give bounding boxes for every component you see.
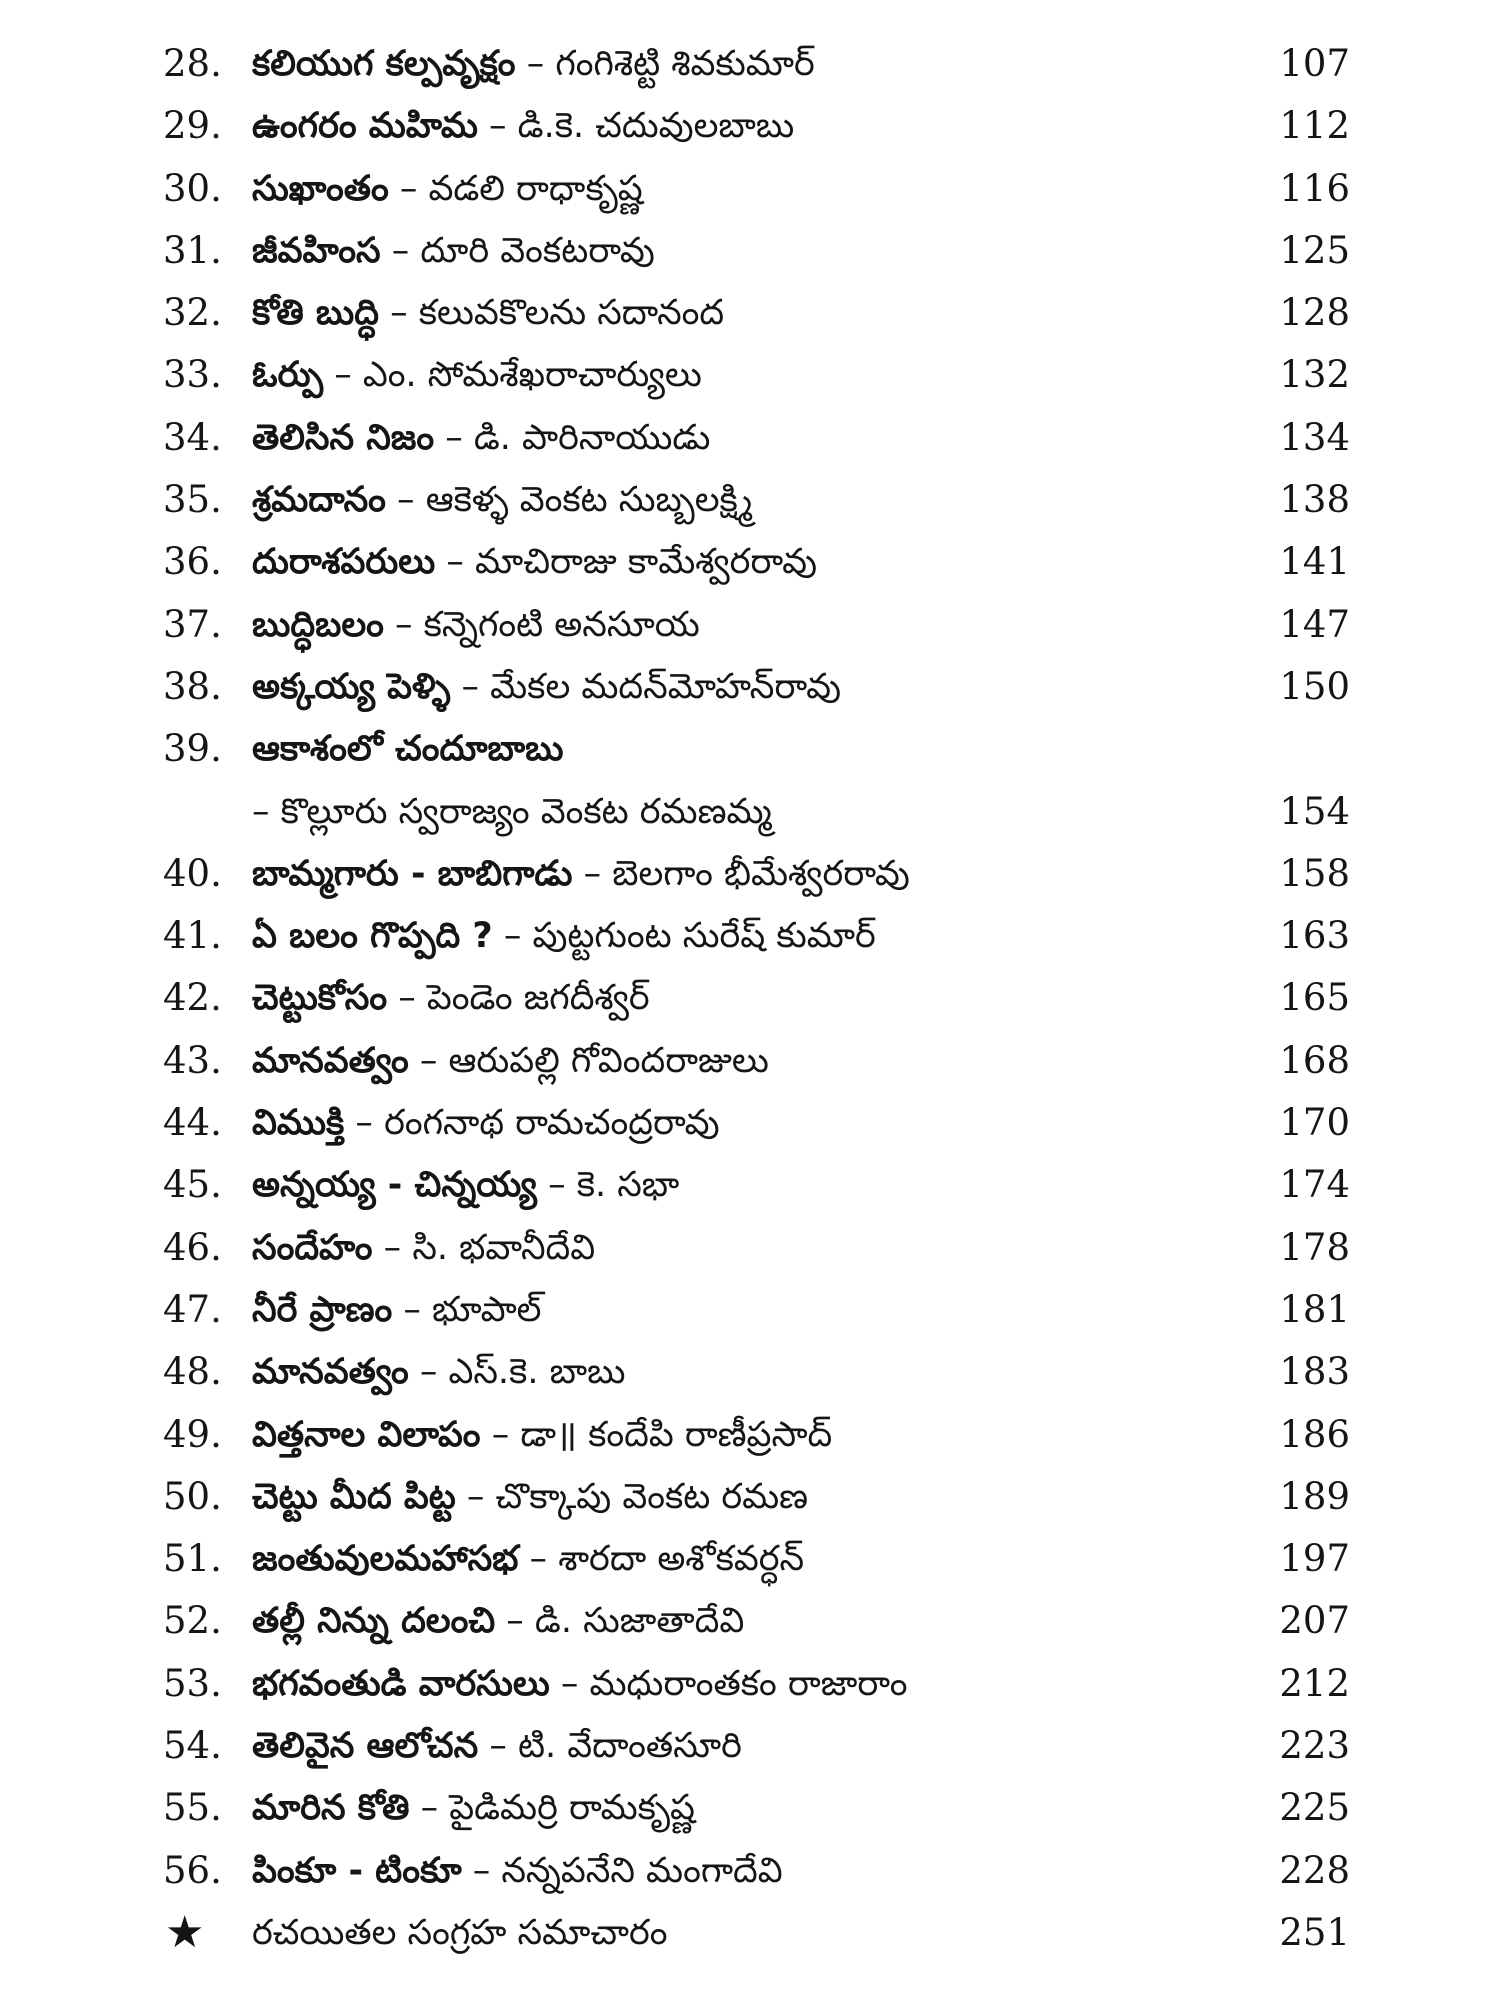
separator: – [408,1352,449,1393]
page-number: 225 [1279,1786,1350,1830]
toc-entry [0,469,1500,531]
entry-number: 32. [163,291,222,335]
entry-number: 41. [163,914,222,958]
separator: – [455,1476,496,1517]
entry-text [252,967,1252,1029]
entry-title: సందేహం [252,1227,373,1268]
page-number: 186 [1279,1412,1350,1456]
separator: – [383,604,424,645]
entry-author: డి. సుజాతాదేవి [534,1601,745,1642]
entry-author: మధురాంతకం రాజారాం [589,1663,908,1704]
page-number: 183 [1279,1350,1350,1394]
entry-text [252,1217,1252,1279]
entry-title: ఆకాశంలో చందూబాబు [252,729,564,770]
toc-entry [0,594,1500,656]
page-number: 178 [1279,1225,1350,1269]
entry-number: 33. [163,353,222,397]
page-number: 212 [1279,1661,1350,1705]
page-number: 147 [1279,602,1350,646]
toc-entry [0,1217,1500,1279]
separator: – [461,1850,502,1891]
toc-entry [0,220,1500,282]
entry-text [252,158,1252,220]
separator: – [385,480,426,521]
toc-entry [0,95,1500,157]
page-number: 107 [1279,42,1350,85]
entry-title: బామ్మగారు - బాబిగాడు [252,853,573,894]
entry-title: ఏ బలం గొప్పది ? [252,916,493,957]
toc-entry [0,718,1500,780]
entry-number: 37. [163,602,222,646]
toc-entry [0,1840,1500,1902]
page-number: 154 [1279,789,1350,833]
entry-text [252,1653,1252,1715]
separator: – [480,1414,521,1455]
entry-title: సుఖాంతం [252,168,389,209]
page-number: 134 [1279,415,1350,459]
entry-text [252,843,1252,905]
separator: – [372,1227,413,1268]
entry-title: జంతువులమహాసభ [252,1539,519,1580]
page-number: 158 [1279,851,1350,895]
entry-author: డి. పారినాయుడు [473,417,711,458]
separator: – [515,44,556,84]
entry-text [252,407,1252,469]
toc-entry [0,158,1500,220]
page-number: 207 [1279,1599,1350,1643]
entry-text [252,33,1252,95]
separator: – [380,230,421,271]
entry-title: అన్నయ్య - చిన్నయ్య [252,1165,537,1206]
entry-author: దూరి వెంకటరావు [420,230,655,271]
entry-title: చెట్టు మీద పిట్ట [252,1476,456,1517]
page-number: 112 [1279,104,1350,148]
entry-author: కలువకొలను సదానంద [418,293,725,334]
separator: – [478,1726,518,1767]
separator: – [518,1539,559,1580]
toc-entry [0,781,1500,843]
entry-author: కన్నెగంటి అనసూయ [423,604,700,645]
toc-entry [0,967,1500,1029]
entry-text [252,1840,1252,1902]
toc-entry [0,344,1500,406]
entry-title: ఓర్పు [252,355,324,396]
page-number: 170 [1279,1101,1350,1145]
entry-text [252,1590,1252,1652]
separator: – [477,106,518,147]
entry-title: తల్లీ నిన్ను దలంచి [252,1601,496,1642]
separator: – [435,542,475,583]
star-icon: ★ [165,1906,205,1958]
toc-entry [0,1341,1500,1403]
entry-number: 50. [163,1474,222,1518]
entry-text [252,905,1252,967]
entry-number: 52. [163,1599,222,1643]
entry-title: చెట్టుకోసం [252,978,388,1019]
entry-author: ఎం. సోమశేఖరాచార్యులు [362,355,702,396]
entry-number: 43. [163,1038,222,1082]
page-number: 165 [1279,976,1350,1020]
entry-author: డా॥ కందేపి రాణీప్రసాద్ [520,1414,833,1455]
separator: – [392,1289,433,1330]
toc-entry [0,1590,1500,1652]
entry-title: నీరే ప్రాణం [252,1289,393,1330]
separator: – [387,978,427,1019]
page-number: 132 [1279,353,1350,397]
entry-title: విత్తనాల విలాపం [252,1414,481,1455]
entry-text [252,531,1252,593]
page-number: 174 [1279,1163,1350,1207]
entry-author: శారదా అశోకవర్ధన్ [558,1539,805,1580]
entry-author: టి. వేదాంతసూరి [517,1726,742,1767]
entry-number: 51. [163,1537,222,1581]
entry-text [252,1404,1252,1466]
entry-number: 56. [163,1848,222,1892]
toc-entry [0,656,1500,718]
entry-author: మేకల మదన్‌మోహన్‌రావు [490,666,841,707]
entry-text [252,1092,1252,1154]
toc-entry [0,282,1500,344]
entry-title: కోతి బుద్ధి [252,293,379,334]
entry-author: ఆకెళ్ళ వెంకట సుబ్బలక్ష్మి [425,480,753,521]
entry-text [252,1466,1252,1528]
toc-entry [0,1777,1500,1839]
entry-number: 28. [163,42,222,85]
toc-entry [0,33,1500,95]
entry-author: కె. సభా [576,1165,680,1206]
entry-text [252,781,1252,843]
entry-number: 46. [163,1225,222,1269]
page-number: 197 [1279,1537,1350,1581]
entry-number: 44. [163,1101,222,1145]
entry-author: గంగిశెట్టి శివకుమార్ [555,44,815,84]
entry-number: 40. [163,851,222,895]
separator: – [344,1103,385,1144]
toc-entry [0,1092,1500,1154]
entry-number: 31. [163,228,222,272]
separator: – [495,1601,535,1642]
toc-entry [0,1466,1500,1528]
entry-number: 55. [163,1786,222,1830]
entry-title: జీవహింస [252,230,381,271]
entry-title: బుద్ధిబలం [252,604,384,645]
entry-number: 36. [163,540,222,584]
separator: – [549,1663,590,1704]
entry-number: 53. [163,1661,222,1705]
entry-author: సి. భవానీదేవి [412,1227,596,1268]
toc-entry [0,1653,1500,1715]
entry-text [252,344,1252,406]
separator: – [388,168,429,209]
entry-number: 30. [163,166,222,210]
entry-title: భగవంతుడి వారసులు [252,1663,550,1704]
page-number: 138 [1279,478,1350,522]
entry-author: బెలగాం భీమేశ్వరరావు [612,853,910,894]
toc-entry [0,1715,1500,1777]
entry-title: కలియుగ కల్పవృక్షం [252,44,516,84]
entry-title: మానవత్వం [252,1352,409,1393]
entry-number: 42. [163,976,222,1020]
entry-number: 39. [163,727,222,771]
entry-title: తెలివైన ఆలోచన [252,1726,479,1767]
entry-text [252,718,1252,780]
entry-author: పుట్టగుంట సురేష్ కుమార్ [532,916,876,957]
toc-entry [0,1902,1500,1964]
entry-title: విముక్తి [252,1103,345,1144]
entry-author: ఆరుపల్లి గోవిందరాజులు [448,1040,769,1081]
entry-title: దురాశపరులు [252,542,436,583]
separator: – [492,916,533,957]
entry-author: పెండెం జగదీశ్వర్ [426,978,650,1019]
entry-title: మానవత్వం [252,1040,409,1081]
entry-author: భూపాల్ [432,1289,542,1330]
page-number: 125 [1279,228,1350,272]
entry-number: 29. [163,104,222,148]
separator: – [378,293,419,334]
entry-author: చొక్కాపు వెంకట రమణ [495,1476,809,1517]
page-number: 228 [1279,1848,1350,1892]
entry-title: అక్కయ్య పెళ్ళి [252,666,451,707]
entry-title: పింకూ - టింకూ [252,1850,462,1891]
entry-author: డి.కె. చదువులబాబు [517,106,795,147]
entry-text [252,220,1252,282]
entry-text [252,1777,1252,1839]
entry-author: వడలి రాధాకృష్ణ [428,168,643,209]
entry-number: 47. [163,1287,222,1331]
toc-entry [0,1030,1500,1092]
page-number: 223 [1279,1724,1350,1768]
separator: – [408,1040,449,1081]
entry-author: కొల్లూరు స్వరాజ్యం వెంకట రమణమ్మ [280,791,772,832]
page-number: 128 [1279,291,1350,335]
entry-text [252,1715,1252,1777]
toc-entry [0,1279,1500,1341]
separator: – [536,1165,577,1206]
separator: – [572,853,613,894]
toc-entry [0,843,1500,905]
page-number: 181 [1279,1287,1350,1331]
table-of-contents [0,33,1500,1964]
entry-title: ఉంగరం మహిమ [252,106,478,147]
entry-text [252,1528,1252,1590]
entry-number: 34. [163,415,222,459]
entry-title: మారిన కోతి [252,1788,410,1829]
page-number: 141 [1279,540,1350,584]
entry-number: 49. [163,1412,222,1456]
entry-author: నన్నపనేని మంగాదేవి [501,1850,783,1891]
entry-number: 48. [163,1350,222,1394]
page-number: 251 [1279,1910,1350,1954]
separator: – [252,791,281,832]
entry-title: తెలిసిన నిజం [252,417,435,458]
separator: – [409,1788,450,1829]
entry-author: పైడిమర్రి రామకృష్ణ [449,1788,695,1829]
entry-text [252,95,1252,157]
entry-number: 45. [163,1163,222,1207]
entry-author: మాచిరాజు కామేశ్వరరావు [474,542,818,583]
toc-entry [0,407,1500,469]
toc-entry [0,1154,1500,1216]
entry-number: 35. [163,478,222,522]
entry-text [252,656,1252,718]
page-number: 150 [1279,664,1350,708]
page-number: 168 [1279,1038,1350,1082]
separator: – [323,355,363,396]
entry-text [252,1030,1252,1092]
entry-text [252,469,1252,531]
entry-title: శ్రమదానం [252,480,386,521]
entry-number: 38. [163,664,222,708]
entry-text [252,1341,1252,1403]
entry-text [252,1154,1252,1216]
entry-author: ఎస్.కె. బాబు [448,1352,626,1393]
toc-entry [0,905,1500,967]
entry-number: 54. [163,1724,222,1768]
toc-entry [0,531,1500,593]
entry-text [252,282,1252,344]
entry-text [252,1902,1252,1964]
entry-author: రంగనాథ రామచంద్రరావు [384,1103,720,1144]
entry-author: రచయితల సంగ్రహ సమాచారం [252,1912,668,1953]
page-number: 189 [1279,1474,1350,1518]
separator: – [450,666,491,707]
page-number: 163 [1279,914,1350,958]
separator: – [434,417,474,458]
page-number: 116 [1279,166,1350,210]
entry-text [252,1279,1252,1341]
toc-entry [0,1528,1500,1590]
entry-text [252,594,1252,656]
toc-entry [0,1404,1500,1466]
